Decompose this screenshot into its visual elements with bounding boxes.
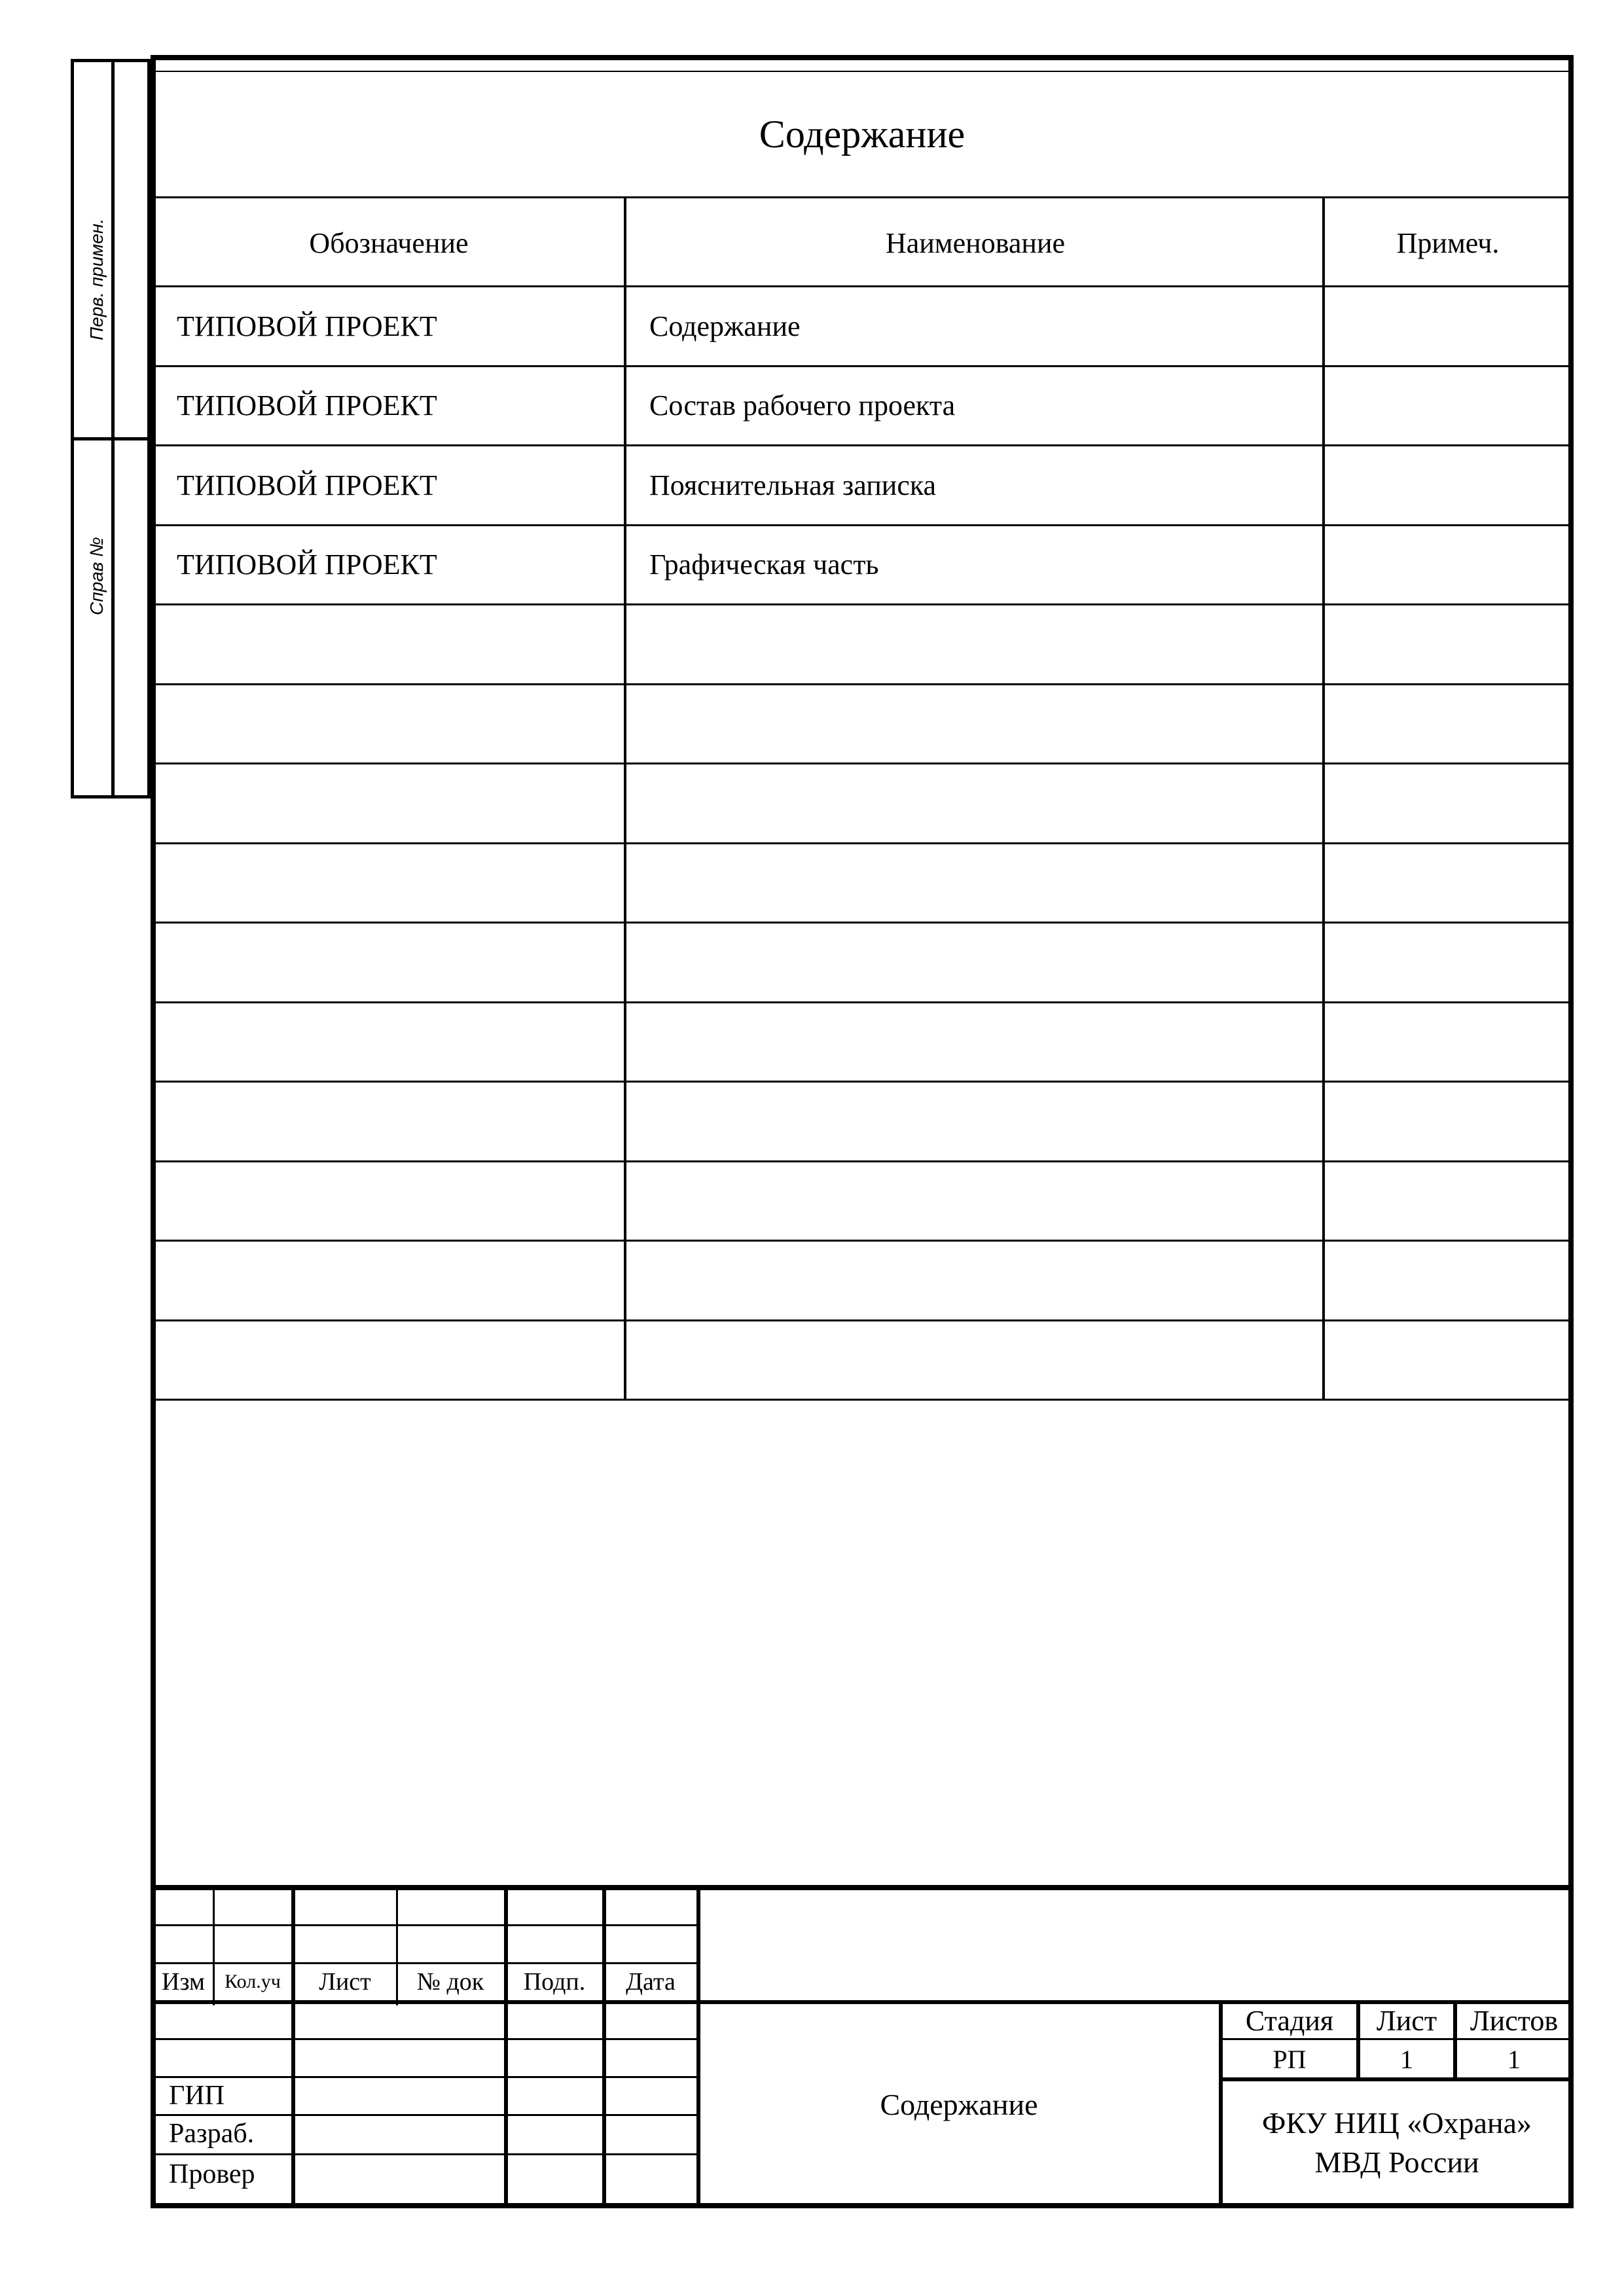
note-cell (1326, 446, 1568, 524)
side-margin-divider (71, 437, 151, 440)
name-cell (628, 1242, 1322, 1319)
designation-cell: ТИПОВОЙ ПРОЕКТ (177, 389, 437, 422)
note-cell (1326, 924, 1568, 1001)
stamp-divider (504, 1888, 508, 2206)
name-cell (628, 924, 1322, 1001)
note-cell (1326, 1162, 1568, 1240)
stamp-document-name: Содержание (880, 2087, 1038, 2121)
designation-cell: ТИПОВОЙ ПРОЕКТ (177, 310, 437, 342)
note-cell (1326, 526, 1568, 604)
stamp-role-checker: Провер (169, 2159, 255, 2189)
designation-cell (156, 844, 622, 922)
name-cell (628, 1003, 1322, 1081)
designation-cell (156, 924, 622, 1001)
stamp-divider (291, 1888, 295, 2206)
stamp-top-rule (151, 1885, 1574, 1890)
designation-cell (156, 764, 622, 842)
name-cell: Пояснительная записка (649, 469, 937, 501)
stamp-stage-label: Стадия (1245, 2004, 1334, 2037)
column-header-designation: Обозначение (309, 226, 469, 259)
note-cell (1326, 1003, 1568, 1081)
title-rule (153, 196, 1571, 198)
designation-cell: ТИПОВОЙ ПРОЕКТ (177, 548, 437, 581)
stamp-header-sheet: Лист (319, 1968, 371, 1996)
stamp-header-signature: Подп. (523, 1968, 586, 1996)
designation-cell (156, 605, 622, 683)
side-margin-divider (111, 59, 115, 798)
stamp-organization (1223, 2081, 1571, 2204)
stamp-sheets-label: Листов (1470, 2004, 1559, 2037)
designation-cell: ТИПОВОЙ ПРОЕКТ (177, 469, 437, 501)
organization-ministry: МВД России (1314, 2145, 1479, 2179)
name-cell (628, 844, 1322, 922)
stamp-sheet-label: Лист (1376, 2004, 1437, 2037)
reference-number-label: Справ № (86, 537, 107, 615)
designation-cell (156, 1162, 622, 1240)
name-cell (628, 605, 1322, 683)
stamp-stage-value: РП (1272, 2044, 1307, 2074)
name-cell (628, 1321, 1322, 1399)
stamp-header-change: Изм (162, 1968, 205, 1996)
designation-cell (156, 685, 622, 763)
stamp-role-chief-engineer: ГИП (169, 2081, 225, 2111)
stamp-header-count: Кол.уч (225, 1971, 281, 1992)
organization-name: ФКУ НИЦ «Охрана» (1261, 2106, 1532, 2140)
column-header-name: Наименование (885, 226, 1066, 259)
name-cell: Содержание (649, 310, 801, 342)
row-rule (153, 1399, 1571, 1401)
stamp-rule (153, 2038, 696, 2040)
note-cell (1326, 367, 1568, 445)
name-cell: Графическая часть (649, 548, 879, 581)
designation-cell (156, 1083, 622, 1160)
note-cell (1326, 685, 1568, 763)
stamp-header-date: Дата (626, 1968, 676, 1996)
name-cell (628, 1083, 1322, 1160)
name-cell: Состав рабочего проекта (649, 389, 956, 422)
stamp-divider (602, 1888, 606, 2206)
note-cell (1326, 605, 1568, 683)
column-divider (624, 196, 626, 1401)
stamp-sheets-value: 1 (1507, 2044, 1521, 2074)
column-header-note: Примеч. (1396, 226, 1500, 259)
note-cell (1326, 287, 1568, 365)
stamp-header-doc-number: № док (416, 1968, 484, 1996)
stamp-sheet-value: 1 (1400, 2044, 1413, 2074)
stamp-role-developer: Разраб. (169, 2119, 255, 2149)
note-cell (1326, 764, 1568, 842)
name-cell (628, 1162, 1322, 1240)
designation-cell (156, 1321, 622, 1399)
stamp-rule (153, 1924, 696, 1926)
note-cell (1326, 844, 1568, 922)
note-cell (1326, 1083, 1568, 1160)
note-cell (1326, 1242, 1568, 1319)
designation-cell (156, 1003, 622, 1081)
first-use-label: Перв. примен. (86, 218, 107, 340)
name-cell (628, 764, 1322, 842)
name-cell (628, 685, 1322, 763)
designation-cell (156, 1242, 622, 1319)
note-cell (1326, 1321, 1568, 1399)
page-title: Содержание (759, 112, 965, 156)
stamp-rule (1219, 2038, 1571, 2040)
side-margin-strip (71, 59, 151, 798)
column-divider (1322, 196, 1325, 1401)
